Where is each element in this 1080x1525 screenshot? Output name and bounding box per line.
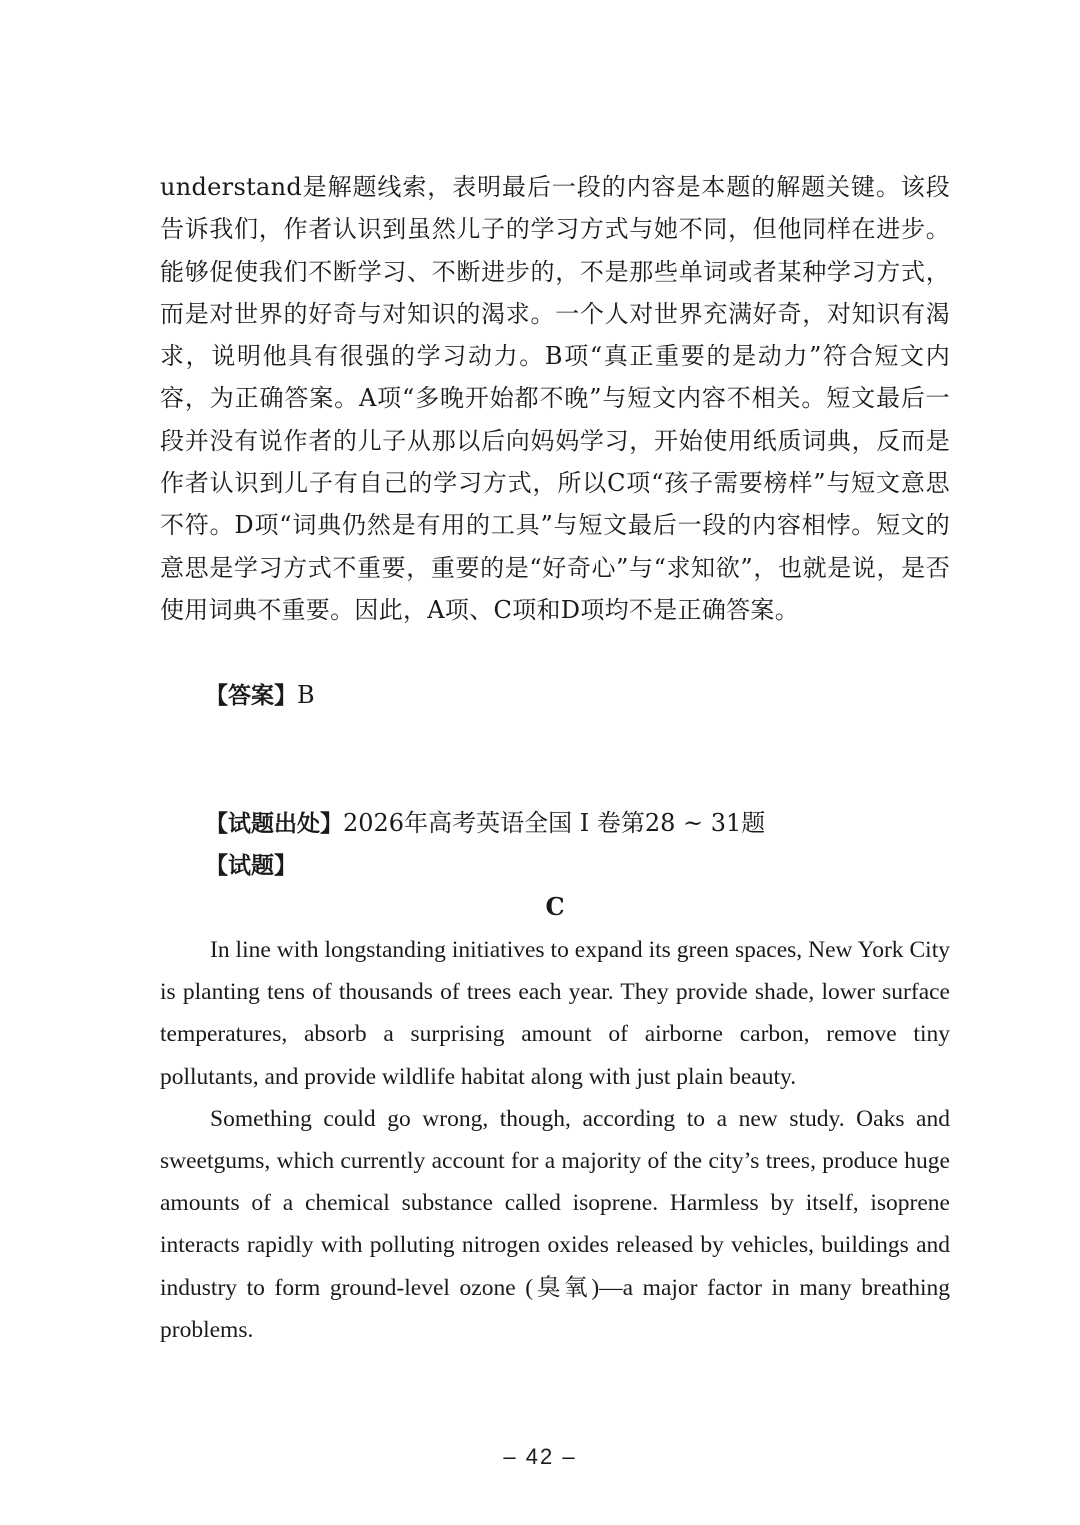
passage-paragraph-1: In line with longstanding initiatives to expand its green spaces, New York City is planting tens of thousands of trees each year. They provide shade, lower surface temperatures, absorb a surprising amount of airborne carbon, remove tiny pollutants, and provide wildlife habitat along with just plain beauty. — [160, 937, 950, 1090]
passage-body — [160, 929, 950, 1351]
question-source-line — [205, 802, 765, 845]
source-tag: 【试题出处】 — [205, 811, 343, 837]
answer-tag: 【答案】 — [205, 683, 297, 709]
page-number: – 42 – — [503, 1444, 577, 1469]
answer-line — [205, 674, 315, 717]
answer-value: B — [297, 681, 315, 709]
explanation-paragraph: understand是解题线索，表明最后一段的内容是本题的解题关键。该段告诉我们，作者认识到虽然儿子的学习方式与她不同，但他同样在进步。能够促使我们不断学习、不断进步的，不是那些单词或者某种学习方式，而是对世界的好奇与对知识的渴求。一个人对世界充满好奇，对知识有渴求，说明他具有很强的学习动力。B项“真正重要的是动力”符合短文内容，为正确答案。A项“多晚开始都不晚”与短文内容不相关。短文最后一段并没有说作者的儿子从那以后向妈妈学习，开始使用纸质词典，反而是作者认识到儿子有自己的学习方式，所以C项“孩子需要榜样”与短文意思不符。D项“词典仍然是有用的工具”与短文最后一段的内容相悖。短文的意思是学习方式不重要，重要的是“好奇心”与“求知欲”，也就是说，是否使用词典不重要。因此，A项、C项和D项均不是正确答案。 — [160, 173, 950, 624]
passage-paragraph-2: Something could go wrong, though, according to a new study. Oaks and sweetgums, which currently account for a majority of the city’s trees, produce huge amounts of a chemical substance called isoprene. Harmless by itself, isoprene interacts rapidly with polluting nitrogen oxides released by vehicles, buildings and industry to form ground-level ozone (臭氧)—a major factor in many breathing problems. — [160, 1105, 950, 1343]
source-text: 2026年高考英语全国 I 卷第28 ~ 31题 — [343, 809, 766, 837]
question-heading — [205, 844, 297, 887]
question-tag: 【试题】 — [205, 853, 297, 879]
passage-letter: C — [545, 892, 565, 921]
